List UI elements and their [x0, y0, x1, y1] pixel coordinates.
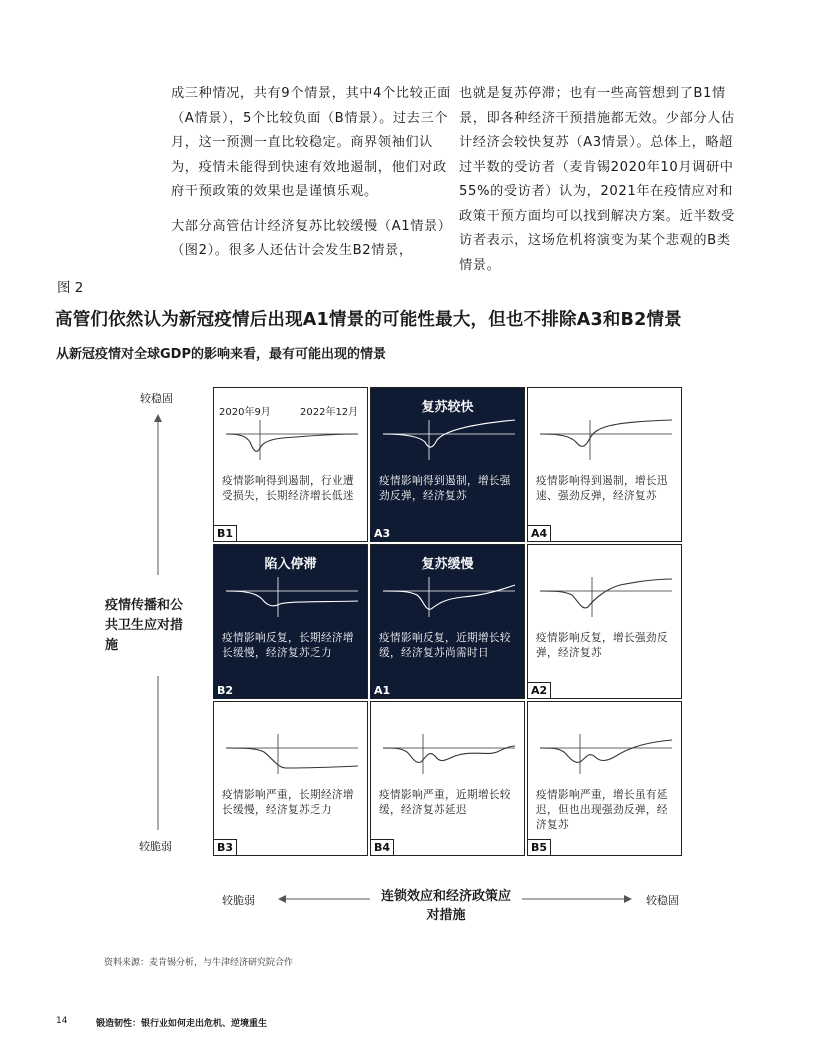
gdp-curve-a1: [383, 577, 515, 623]
scenario-description: 疫情影响严重，长期经济增长缓慢，经济复苏乏力: [222, 789, 354, 816]
scenario-description: 疫情影响反复，近期增长较缓，经济复苏尚需时日: [379, 632, 511, 659]
scenario-id-badge: A1: [370, 682, 394, 699]
scenario-description: 疫情影响严重，增长虽有延迟，但也出现强劲反弹，经济复苏: [536, 789, 668, 831]
scenario-id-badge: B4: [370, 839, 394, 856]
figure-subtitle: 从新冠疫情对全球GDP的影响来看，最有可能出现的情景: [56, 347, 386, 362]
figure-label: 图 2: [57, 280, 84, 296]
scenario-cell-a2: [527, 544, 682, 699]
page-number: 14: [56, 1016, 68, 1026]
scenario-description: 疫情影响反复，长期经济增长缓慢，经济复苏乏力: [222, 632, 354, 659]
figure-title: 高管们依然认为新冠疫情后出现A1情景的可能性最大，但也不排除A3和B2情景: [55, 310, 682, 330]
scenario-id-badge: B3: [213, 839, 237, 856]
body-paragraph: 大部分高管估计经济复苏比较缓慢（A1情景）（图2）。很多人还估计会发生B2情景，: [171, 218, 445, 258]
gdp-curve-a2: [540, 577, 672, 623]
gdp-curve-a3: [383, 420, 515, 466]
scenario-cell-a1: [370, 544, 525, 699]
x-axis-label: 连锁效应和经济政策应对措施: [380, 889, 511, 923]
scenario-description: 疫情影响严重，近期增长较缓，经济复苏延迟: [379, 789, 511, 816]
scenario-description: 疫情影响得到遏制，增长迅速、强劲反弹，经济复苏: [536, 475, 668, 502]
y-axis-label: 疫情传播和公共卫生应对措施: [105, 598, 184, 653]
gdp-curve-b5: [540, 734, 672, 780]
footer-title: 锻造韧性：银行业如何走出危机、逆境重生: [96, 1019, 268, 1029]
scenario-id-badge: B2: [213, 682, 237, 699]
scenario-id-badge: B1: [213, 525, 237, 542]
gdp-curve-b1: [226, 420, 358, 466]
scenario-id-badge: A2: [527, 682, 551, 699]
body-paragraph: 成三种情况，共有9个情景，其中4个比较正面（A情景），5个比较负面（B情景）。过去三个月，这一预测一直比较稳定。商界领袖们认为，疫情未能得到快速有效地遏制，他们对政府干预政策的效果也是谨慎乐观。: [171, 86, 451, 199]
scenario-id-badge: B5: [527, 839, 551, 856]
scenario-grid: [213, 387, 685, 859]
scenario-description: 疫情影响反复，增长强劲反弹，经济复苏: [536, 632, 668, 659]
scenario-cell-a3: [370, 387, 525, 542]
y-axis-top-label: 较稳固: [140, 392, 173, 405]
body-paragraph: 也就是复苏停滞；也有一些高管想到了B1情景，即各种经济干预措施都无效。少部分人估计经济会较快复苏（A3情景）。总体上，略超过半数的受访者（麦肯锡2020年10月调研中55%的受访者）认为，2021年在疫情应对和政策干预方面均可以找到解决方案。近半数受访者表示，这场危机将演变为某个悲观的B类情景。: [459, 86, 735, 273]
body-column-left: [171, 82, 451, 274]
scenario-heading: 复苏较快: [421, 400, 474, 415]
body-column-right: [459, 82, 739, 288]
x-axis-right-label: 较稳固: [646, 894, 679, 907]
scenario-cell-b5: [527, 701, 682, 856]
scenario-heading: 复苏缓慢: [421, 557, 474, 572]
gdp-curve-b3: [226, 734, 358, 780]
gdp-curve-b2: [226, 577, 358, 623]
scenario-cell-b1: [213, 387, 368, 542]
gdp-curve-b4: [383, 734, 515, 780]
gdp-curve-a4: [540, 420, 672, 466]
scenario-id-badge: A4: [527, 525, 551, 542]
y-axis-bottom-label: 较脆弱: [139, 840, 172, 853]
scenario-heading: 陷入停滞: [264, 557, 317, 572]
scenario-cell-a4: [527, 387, 682, 542]
timeline-end-label: 2022年12月: [300, 407, 359, 418]
timeline-start-label: 2020年9月: [219, 407, 271, 418]
x-axis-left-label: 较脆弱: [222, 894, 255, 907]
scenario-cell-b2: [213, 544, 368, 699]
scenario-description: 疫情影响得到遏制，行业遭受损失，长期经济增长低迷: [222, 475, 354, 502]
scenario-cell-b3: [213, 701, 368, 856]
scenario-cell-b4: [370, 701, 525, 856]
scenario-description: 疫情影响得到遏制，增长强劲反弹，经济复苏: [379, 475, 511, 502]
figure-source: 资料来源：麦肯锡分析，与牛津经济研究院合作: [104, 958, 294, 968]
scenario-id-badge: A3: [370, 525, 394, 542]
